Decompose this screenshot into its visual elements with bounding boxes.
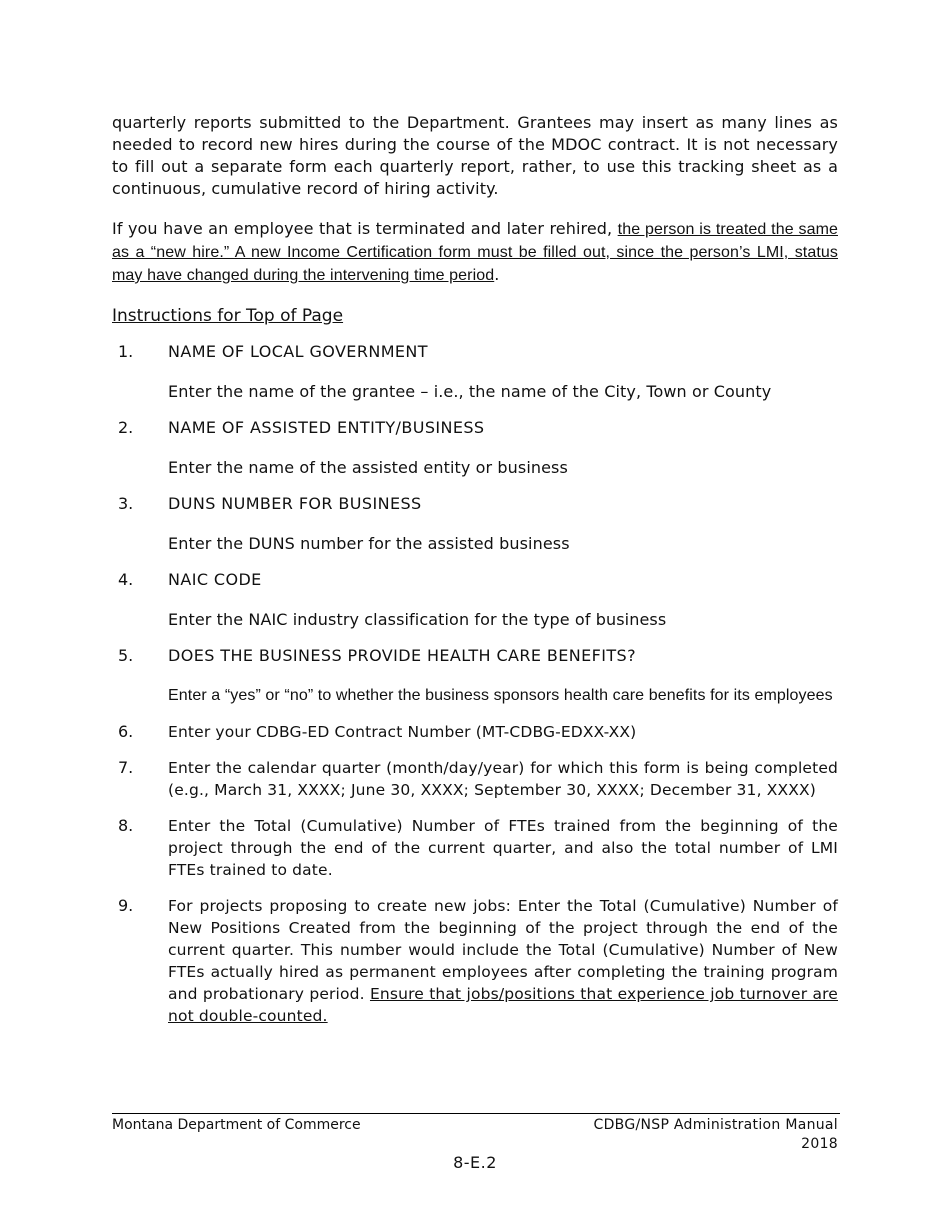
page-number: 8-E.2	[453, 1153, 497, 1172]
item-title: NAME OF ASSISTED ENTITY/BUSINESS	[168, 418, 485, 437]
section-heading: Instructions for Top of Page	[112, 306, 344, 326]
footer-manual-name: CDBG/NSP Administration Manual	[593, 1117, 838, 1133]
item-title: NAIC CODE	[168, 570, 262, 589]
item-number: 9.	[118, 896, 134, 915]
footer-organization: Montana Department of Commerce	[112, 1117, 361, 1133]
document-body	[112, 112, 838, 1041]
item-description: Enter the name of the grantee – i.e., the name of the City, Town or County	[168, 382, 772, 401]
list-item	[112, 493, 838, 555]
footer-year: 2018	[801, 1136, 838, 1152]
list-item	[112, 341, 838, 403]
item-number: 5.	[118, 646, 134, 665]
item-title: NAME OF LOCAL GOVERNMENT	[168, 342, 428, 361]
item-number: 8.	[118, 816, 134, 835]
item-description: Enter the DUNS number for the assisted business	[168, 534, 570, 553]
list-item	[112, 815, 838, 881]
list-item	[112, 417, 838, 479]
item-description: Enter the NAIC industry classification for the type of business	[168, 610, 667, 629]
item-description: Enter the name of the assisted entity or business	[168, 458, 568, 477]
list-item	[112, 721, 838, 743]
item-number: 7.	[118, 758, 134, 777]
item-number: 6.	[118, 722, 134, 741]
item-number: 4.	[118, 570, 134, 589]
item-text: Enter the calendar quarter (month/day/year) for which this form is being completed (e.g., March 31, XXXX; June 30, XXXX; September 30, XXXX; December 31, XXXX)	[168, 759, 838, 799]
item-text-main: For projects proposing to create new jobs: Enter the Total (Cumulative) Number of New Positions Created from the beginning of the project through the end of the current quarter. This number would include the Total (Cumulative) Number of New FTEs actually hired as permanent employees after completing the training program and probationary period.	[168, 897, 838, 1003]
footer-manual-title	[594, 1116, 839, 1154]
intro-paragraph-1: quarterly reports submitted to the Department. Grantees may insert as many lines as needed to record new hires during the course of the MDOC contract. It is not necessary to fill out a separate form each quarterly report, rather, to use this tracking sheet as a continuous, cumulative record of hiring activity.	[112, 113, 838, 198]
item-text	[168, 895, 838, 1027]
item-text: Enter your CDBG-ED Contract Number (MT-CDBG-EDXX-XX)	[168, 723, 637, 741]
list-item	[112, 645, 838, 707]
list-item	[112, 569, 838, 631]
footer-divider	[112, 1113, 840, 1114]
item-number: 2.	[118, 418, 134, 437]
item-description: Enter a “yes” or “no” to whether the business sponsors health care benefits for its employees	[168, 687, 833, 704]
list-item	[112, 895, 838, 1027]
item-number: 3.	[118, 494, 134, 513]
item-title: DUNS NUMBER FOR BUSINESS	[168, 494, 422, 513]
list-item	[112, 757, 838, 801]
rehire-sentence-end: .	[494, 265, 500, 284]
item-text-underlined: Ensure that jobs/positions that experience job turnover are not double-counted.	[168, 985, 838, 1025]
rehire-sentence-start: If you have an employee that is terminated and later rehired,	[112, 219, 618, 238]
intro-paragraph-2	[112, 218, 838, 287]
rehire-sentence-underlined: the person is treated the same as a “new hire.” A new Income Certification form must be filled out, since the person’s LMI, status may have changed during the intervening time period	[112, 221, 838, 284]
item-text: Enter the Total (Cumulative) Number of FTEs trained from the beginning of the project through the end of the current quarter, and also the total number of LMI FTEs trained to date.	[168, 817, 838, 879]
item-number: 1.	[118, 342, 134, 361]
item-title: DOES THE BUSINESS PROVIDE HEALTH CARE BENEFITS?	[168, 646, 636, 665]
